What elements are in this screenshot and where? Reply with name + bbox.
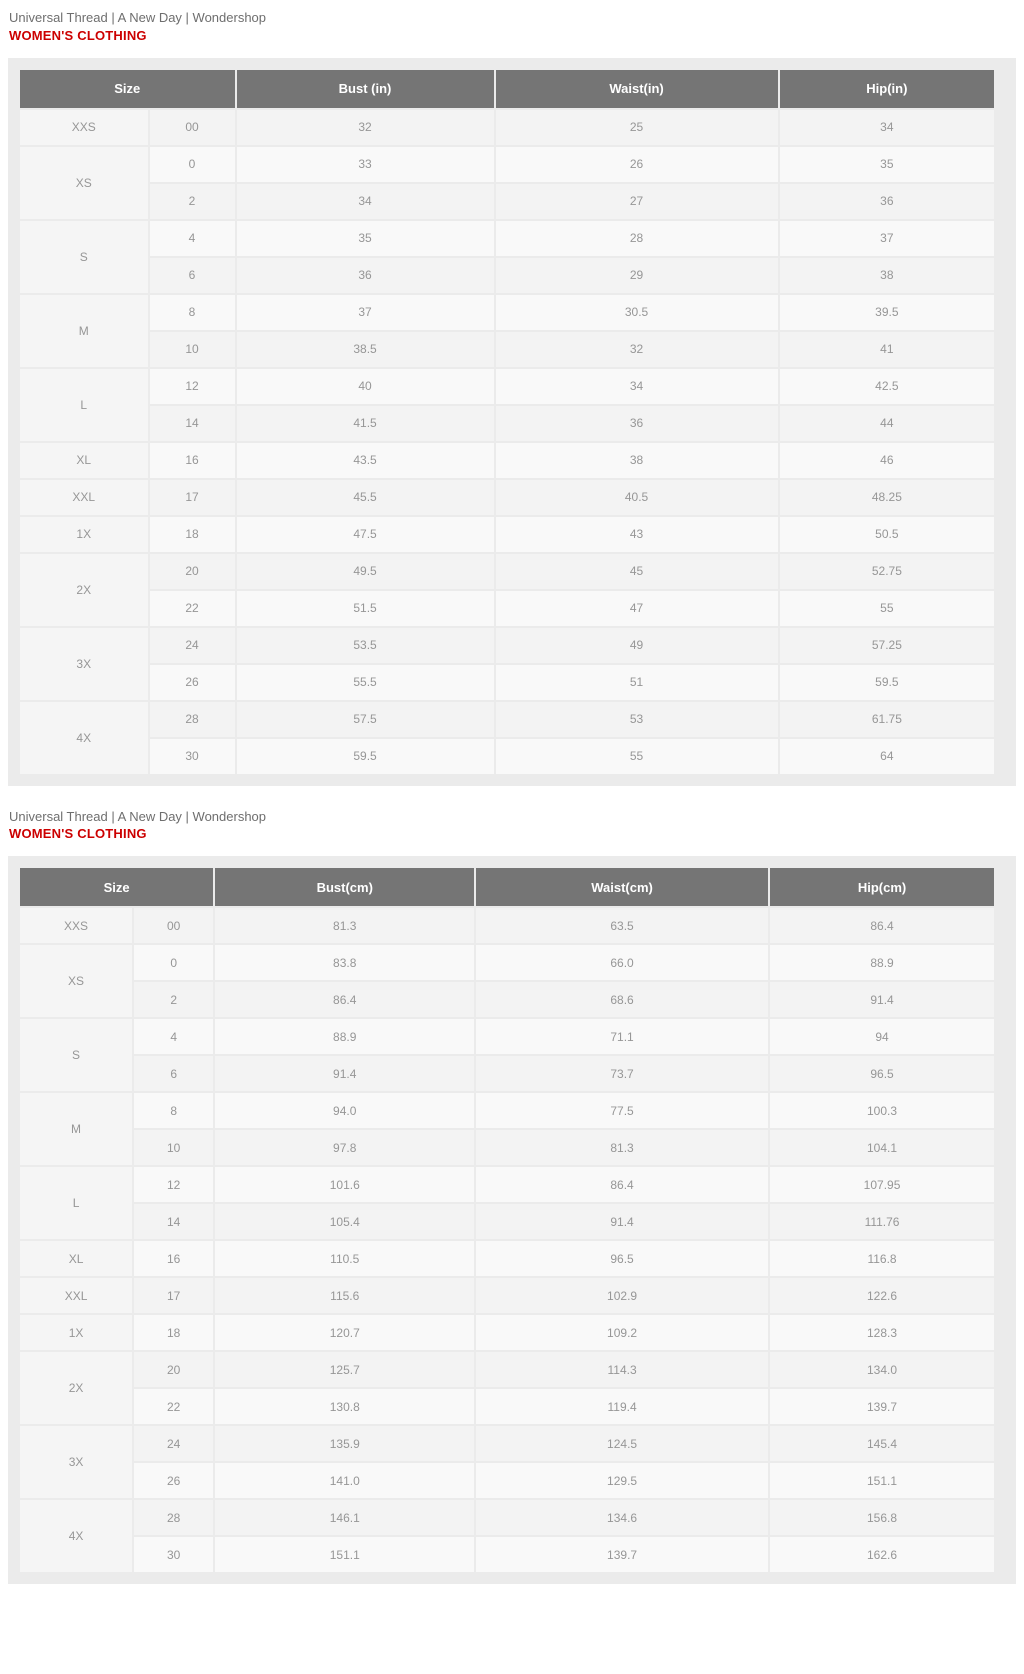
- bust-cell: 43.5: [237, 443, 494, 478]
- numeric-size-cell: 28: [134, 1500, 213, 1535]
- bust-cell: 88.9: [215, 1019, 474, 1054]
- waist-cell: 25: [496, 110, 778, 145]
- column-header-waist: Waist(in): [496, 70, 778, 108]
- table-row: [20, 554, 994, 589]
- waist-cell: 91.4: [476, 1204, 768, 1239]
- table-row: [20, 1389, 994, 1424]
- numeric-size-cell: 00: [150, 110, 235, 145]
- waist-cell: 45: [496, 554, 778, 589]
- numeric-size-cell: 24: [150, 628, 235, 663]
- bust-cell: 110.5: [215, 1241, 474, 1276]
- bust-cell: 49.5: [237, 554, 494, 589]
- brand-breadcrumb: Universal Thread | A New Day | Wondershop: [9, 10, 267, 25]
- waist-cell: 55: [496, 739, 778, 774]
- table-row: [20, 295, 994, 330]
- hip-cell: 55: [780, 591, 995, 626]
- hip-cell: 100.3: [770, 1093, 994, 1128]
- bust-cell: 135.9: [215, 1426, 474, 1461]
- bust-cell: 33: [237, 147, 494, 182]
- size-group-label: 4X: [20, 702, 148, 774]
- bust-cell: 45.5: [237, 480, 494, 515]
- hip-cell: 48.25: [780, 480, 995, 515]
- numeric-size-cell: 24: [134, 1426, 213, 1461]
- waist-cell: 30.5: [496, 295, 778, 330]
- waist-cell: 27: [496, 184, 778, 219]
- table-row: [20, 1056, 994, 1091]
- table-row: [20, 1204, 994, 1239]
- numeric-size-cell: 16: [134, 1241, 213, 1276]
- size-group-label: 2X: [20, 554, 148, 626]
- table-row: [20, 1241, 994, 1276]
- waist-cell: 139.7: [476, 1537, 768, 1572]
- table-row: [20, 628, 994, 663]
- table-row: [20, 1426, 994, 1461]
- numeric-size-cell: 14: [134, 1204, 213, 1239]
- header-row: [20, 868, 994, 906]
- category-title: WOMEN'S CLOTHING: [9, 27, 147, 43]
- table-row: [20, 591, 994, 626]
- table-row: [20, 945, 994, 980]
- size-chart-table: [18, 866, 996, 1574]
- waist-cell: 129.5: [476, 1463, 768, 1498]
- table-row: [20, 1019, 994, 1054]
- bust-cell: 51.5: [237, 591, 494, 626]
- table-row: [20, 1130, 994, 1165]
- waist-cell: 26: [496, 147, 778, 182]
- numeric-size-cell: 10: [150, 332, 235, 367]
- size-group-label: XXL: [20, 480, 148, 515]
- waist-cell: 68.6: [476, 982, 768, 1017]
- size-chart-container: [8, 58, 1016, 786]
- hip-cell: 57.25: [780, 628, 995, 663]
- bust-cell: 91.4: [215, 1056, 474, 1091]
- waist-cell: 32: [496, 332, 778, 367]
- size-group-label: 3X: [20, 628, 148, 700]
- waist-cell: 51: [496, 665, 778, 700]
- bust-cell: 125.7: [215, 1352, 474, 1387]
- hip-cell: 107.95: [770, 1167, 994, 1202]
- numeric-size-cell: 20: [134, 1352, 213, 1387]
- waist-cell: 47: [496, 591, 778, 626]
- hip-cell: 59.5: [780, 665, 995, 700]
- hip-cell: 122.6: [770, 1278, 994, 1313]
- hip-cell: 162.6: [770, 1537, 994, 1572]
- numeric-size-cell: 4: [134, 1019, 213, 1054]
- hip-cell: 44: [780, 406, 995, 441]
- table-row: [20, 1463, 994, 1498]
- column-header-bust: Bust (in): [237, 70, 494, 108]
- bust-cell: 94.0: [215, 1093, 474, 1128]
- bust-cell: 47.5: [237, 517, 494, 552]
- numeric-size-cell: 10: [134, 1130, 213, 1165]
- size-group-label: XL: [20, 443, 148, 478]
- table-body: [20, 110, 994, 774]
- size-chart-table: [18, 68, 996, 776]
- waist-cell: 29: [496, 258, 778, 293]
- column-header-size: Size: [20, 868, 213, 906]
- table-row: [20, 147, 994, 182]
- waist-cell: 114.3: [476, 1352, 768, 1387]
- table-row: [20, 908, 994, 943]
- size-group-label: XS: [20, 147, 148, 219]
- column-header-waist: Waist(cm): [476, 868, 768, 906]
- bust-cell: 32: [237, 110, 494, 145]
- bust-cell: 151.1: [215, 1537, 474, 1572]
- hip-cell: 111.76: [770, 1204, 994, 1239]
- numeric-size-cell: 22: [150, 591, 235, 626]
- waist-cell: 66.0: [476, 945, 768, 980]
- hip-cell: 88.9: [770, 945, 994, 980]
- hip-cell: 64: [780, 739, 995, 774]
- hip-cell: 91.4: [770, 982, 994, 1017]
- table-row: [20, 1500, 994, 1535]
- numeric-size-cell: 12: [134, 1167, 213, 1202]
- table-row: [20, 1352, 994, 1387]
- numeric-size-cell: 30: [150, 739, 235, 774]
- hip-cell: 145.4: [770, 1426, 994, 1461]
- size-group-label: M: [20, 1093, 132, 1165]
- hip-cell: 86.4: [770, 908, 994, 943]
- bust-cell: 53.5: [237, 628, 494, 663]
- table-row: [20, 1537, 994, 1572]
- size-group-label: 3X: [20, 1426, 132, 1498]
- table-row: [20, 1167, 994, 1202]
- hip-cell: 52.75: [780, 554, 995, 589]
- numeric-size-cell: 4: [150, 221, 235, 256]
- hip-cell: 41: [780, 332, 995, 367]
- size-group-label: XXS: [20, 110, 148, 145]
- numeric-size-cell: 0: [150, 147, 235, 182]
- hip-cell: 156.8: [770, 1500, 994, 1535]
- hip-cell: 94: [770, 1019, 994, 1054]
- hip-cell: 128.3: [770, 1315, 994, 1350]
- table-row: [20, 369, 994, 404]
- size-group-label: 1X: [20, 1315, 132, 1350]
- table-row: [20, 443, 994, 478]
- numeric-size-cell: 0: [134, 945, 213, 980]
- numeric-size-cell: 17: [134, 1278, 213, 1313]
- bust-cell: 115.6: [215, 1278, 474, 1313]
- column-header-bust: Bust(cm): [215, 868, 474, 906]
- hip-cell: 151.1: [770, 1463, 994, 1498]
- hip-cell: 61.75: [780, 702, 995, 737]
- hip-cell: 42.5: [780, 369, 995, 404]
- hip-cell: 134.0: [770, 1352, 994, 1387]
- size-group-label: XL: [20, 1241, 132, 1276]
- waist-cell: 34: [496, 369, 778, 404]
- bust-cell: 86.4: [215, 982, 474, 1017]
- table-row: [20, 665, 994, 700]
- size-group-label: S: [20, 1019, 132, 1091]
- waist-cell: 124.5: [476, 1426, 768, 1461]
- hip-cell: 104.1: [770, 1130, 994, 1165]
- header-row: [20, 70, 994, 108]
- hip-cell: 46: [780, 443, 995, 478]
- size-group-label: L: [20, 369, 148, 441]
- waist-cell: 86.4: [476, 1167, 768, 1202]
- table-row: [20, 480, 994, 515]
- bust-cell: 141.0: [215, 1463, 474, 1498]
- column-header-hip: Hip(cm): [770, 868, 994, 906]
- waist-cell: 109.2: [476, 1315, 768, 1350]
- waist-cell: 63.5: [476, 908, 768, 943]
- bust-cell: 38.5: [237, 332, 494, 367]
- table-row: [20, 1093, 994, 1128]
- table-row: [20, 739, 994, 774]
- numeric-size-cell: 16: [150, 443, 235, 478]
- waist-cell: 43: [496, 517, 778, 552]
- bust-cell: 41.5: [237, 406, 494, 441]
- bust-cell: 97.8: [215, 1130, 474, 1165]
- bust-cell: 40: [237, 369, 494, 404]
- hip-cell: 139.7: [770, 1389, 994, 1424]
- hip-cell: 35: [780, 147, 995, 182]
- numeric-size-cell: 30: [134, 1537, 213, 1572]
- table-row: [20, 332, 994, 367]
- hip-cell: 38: [780, 258, 995, 293]
- size-chart-container: [8, 856, 1016, 1584]
- waist-cell: 38: [496, 443, 778, 478]
- table-row: [20, 982, 994, 1017]
- numeric-size-cell: 14: [150, 406, 235, 441]
- hip-cell: 96.5: [770, 1056, 994, 1091]
- size-group-label: S: [20, 221, 148, 293]
- bust-cell: 34: [237, 184, 494, 219]
- category-title: WOMEN'S CLOTHING: [9, 826, 147, 842]
- numeric-size-cell: 18: [150, 517, 235, 552]
- numeric-size-cell: 2: [150, 184, 235, 219]
- section-title: [9, 10, 1016, 43]
- numeric-size-cell: 18: [134, 1315, 213, 1350]
- table-row: [20, 221, 994, 256]
- size-group-label: L: [20, 1167, 132, 1239]
- table-row: [20, 1315, 994, 1350]
- hip-cell: 50.5: [780, 517, 995, 552]
- bust-cell: 55.5: [237, 665, 494, 700]
- hip-cell: 39.5: [780, 295, 995, 330]
- bust-cell: 81.3: [215, 908, 474, 943]
- waist-cell: 40.5: [496, 480, 778, 515]
- hip-cell: 37: [780, 221, 995, 256]
- bust-cell: 35: [237, 221, 494, 256]
- bust-cell: 59.5: [237, 739, 494, 774]
- numeric-size-cell: 22: [134, 1389, 213, 1424]
- size-group-label: XS: [20, 945, 132, 1017]
- column-header-hip: Hip(in): [780, 70, 995, 108]
- bust-cell: 83.8: [215, 945, 474, 980]
- numeric-size-cell: 20: [150, 554, 235, 589]
- waist-cell: 96.5: [476, 1241, 768, 1276]
- waist-cell: 119.4: [476, 1389, 768, 1424]
- numeric-size-cell: 00: [134, 908, 213, 943]
- waist-cell: 77.5: [476, 1093, 768, 1128]
- table-row: [20, 184, 994, 219]
- waist-cell: 134.6: [476, 1500, 768, 1535]
- table-row: [20, 1278, 994, 1313]
- numeric-size-cell: 6: [150, 258, 235, 293]
- size-group-label: 2X: [20, 1352, 132, 1424]
- waist-cell: 102.9: [476, 1278, 768, 1313]
- table-body: [20, 908, 994, 1572]
- column-header-size: Size: [20, 70, 235, 108]
- table-row: [20, 258, 994, 293]
- bust-cell: 146.1: [215, 1500, 474, 1535]
- table-row: [20, 702, 994, 737]
- table-row: [20, 517, 994, 552]
- size-group-label: 1X: [20, 517, 148, 552]
- brand-breadcrumb: Universal Thread | A New Day | Wondershop: [9, 808, 267, 824]
- waist-cell: 73.7: [476, 1056, 768, 1091]
- waist-cell: 71.1: [476, 1019, 768, 1054]
- numeric-size-cell: 6: [134, 1056, 213, 1091]
- size-group-label: XXS: [20, 908, 132, 943]
- waist-cell: 81.3: [476, 1130, 768, 1165]
- section-title: [9, 809, 1016, 842]
- hip-cell: 36: [780, 184, 995, 219]
- numeric-size-cell: 28: [150, 702, 235, 737]
- table-row: [20, 110, 994, 145]
- waist-cell: 49: [496, 628, 778, 663]
- numeric-size-cell: 26: [150, 665, 235, 700]
- numeric-size-cell: 8: [150, 295, 235, 330]
- waist-cell: 28: [496, 221, 778, 256]
- numeric-size-cell: 8: [134, 1093, 213, 1128]
- table-row: [20, 406, 994, 441]
- bust-cell: 101.6: [215, 1167, 474, 1202]
- hip-cell: 116.8: [770, 1241, 994, 1276]
- numeric-size-cell: 2: [134, 982, 213, 1017]
- bust-cell: 37: [237, 295, 494, 330]
- size-group-label: 4X: [20, 1500, 132, 1572]
- table-header: [20, 70, 994, 108]
- bust-cell: 105.4: [215, 1204, 474, 1239]
- size-group-label: M: [20, 295, 148, 367]
- numeric-size-cell: 12: [150, 369, 235, 404]
- bust-cell: 36: [237, 258, 494, 293]
- waist-cell: 36: [496, 406, 778, 441]
- bust-cell: 130.8: [215, 1389, 474, 1424]
- size-group-label: XXL: [20, 1278, 132, 1313]
- waist-cell: 53: [496, 702, 778, 737]
- numeric-size-cell: 26: [134, 1463, 213, 1498]
- bust-cell: 120.7: [215, 1315, 474, 1350]
- numeric-size-cell: 17: [150, 480, 235, 515]
- bust-cell: 57.5: [237, 702, 494, 737]
- hip-cell: 34: [780, 110, 995, 145]
- table-header: [20, 868, 994, 906]
